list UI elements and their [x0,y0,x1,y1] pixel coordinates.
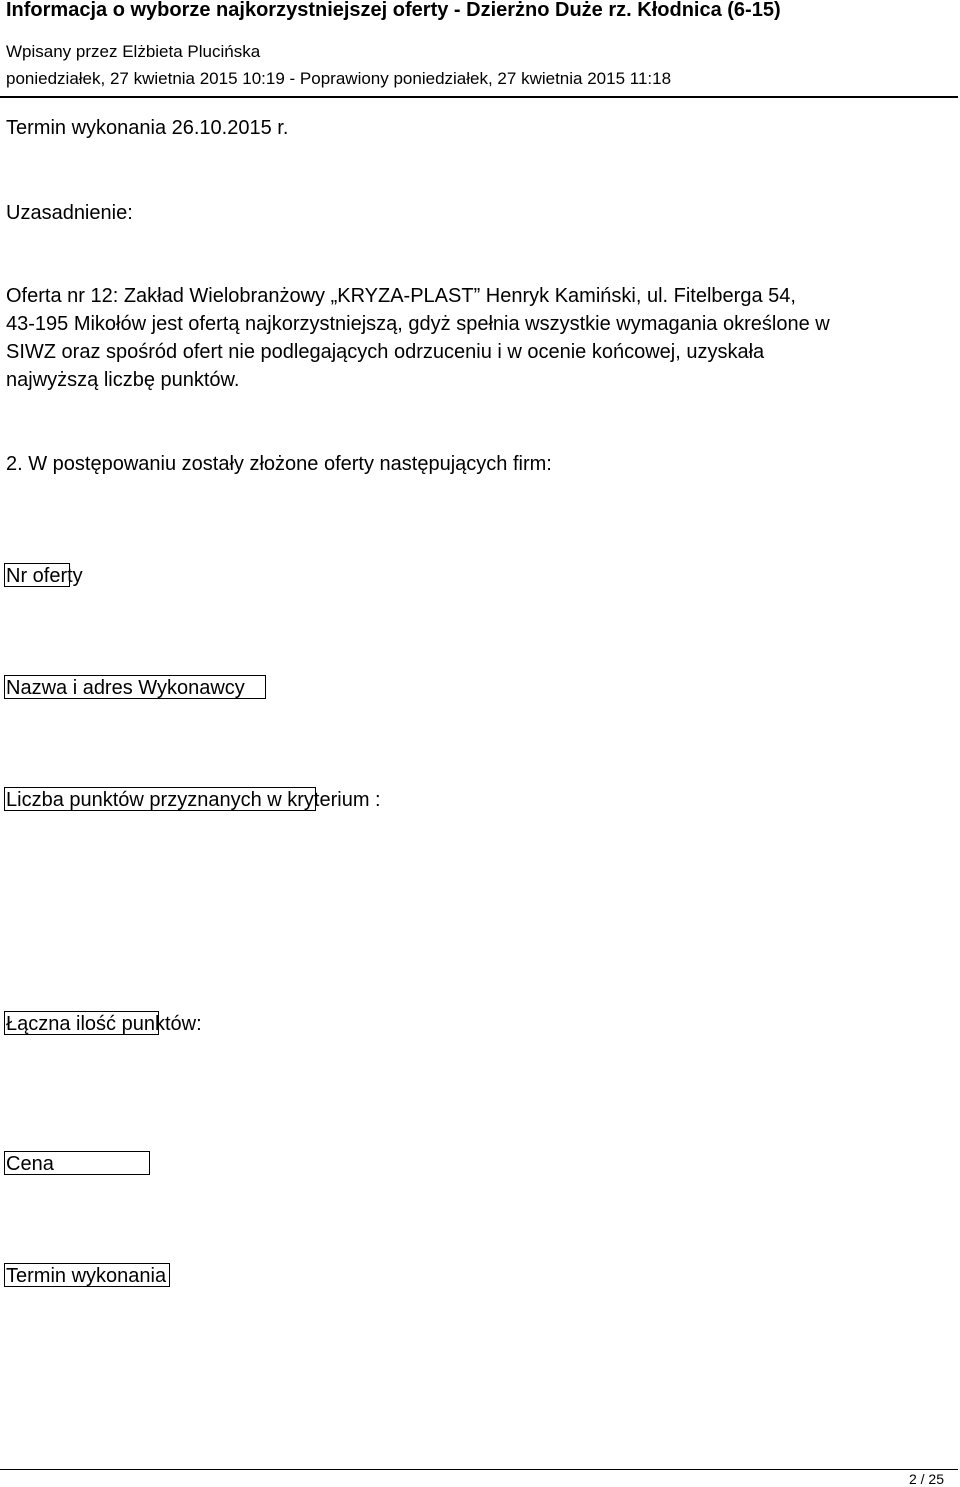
justification-heading: Uzasadnienie: [6,202,133,224]
field-offer-number: Nr oferty [6,565,83,587]
author-line: Wpisany przez Elżbieta Plucińska [6,42,261,61]
page-title: Informacja o wyborze najkorzystniejszej oferty - Dzierżno Duże rz. Kłodnica (6-15) [6,0,781,21]
field-contractor-name: Nazwa i adres Wykonawcy [6,677,245,699]
date-line: poniedziałek, 27 kwietnia 2015 10:19 - Poprawiony poniedziałek, 27 kwietnia 2015 11:18 [6,69,672,88]
field-price: Cena [6,1153,54,1175]
page-number: 2 / 25 [908,1471,944,1487]
field-total-points: Łączna ilość punktów: [6,1013,202,1035]
header-divider [0,96,958,98]
justification-line: najwyższą liczbę punktów. [6,369,240,391]
deadline-text: Termin wykonania 26.10.2015 r. [6,117,289,139]
field-deadline: Termin wykonania [6,1265,167,1287]
justification-paragraph [6,282,946,394]
justification-line: SIWZ oraz spośród ofert nie podlegających odrzuceniu i w ocenie końcowej, uzyskała [6,341,765,363]
justification-line: 43-195 Mikołów jest ofertą najkorzystniejszą, gdyż spełnia wszystkie wymagania określone w [6,313,830,335]
field-criteria-points: Liczba punktów przyznanych w kryterium : [6,789,381,811]
footer-divider [0,1469,958,1470]
section-2-heading: 2. W postępowaniu zostały złożone oferty następujących firm: [6,453,552,475]
justification-line: Oferta nr 12: Zakład Wielobranżowy „KRYZA-PLAST” Henryk Kamiński, ul. Fitelberga 54, [6,285,796,307]
